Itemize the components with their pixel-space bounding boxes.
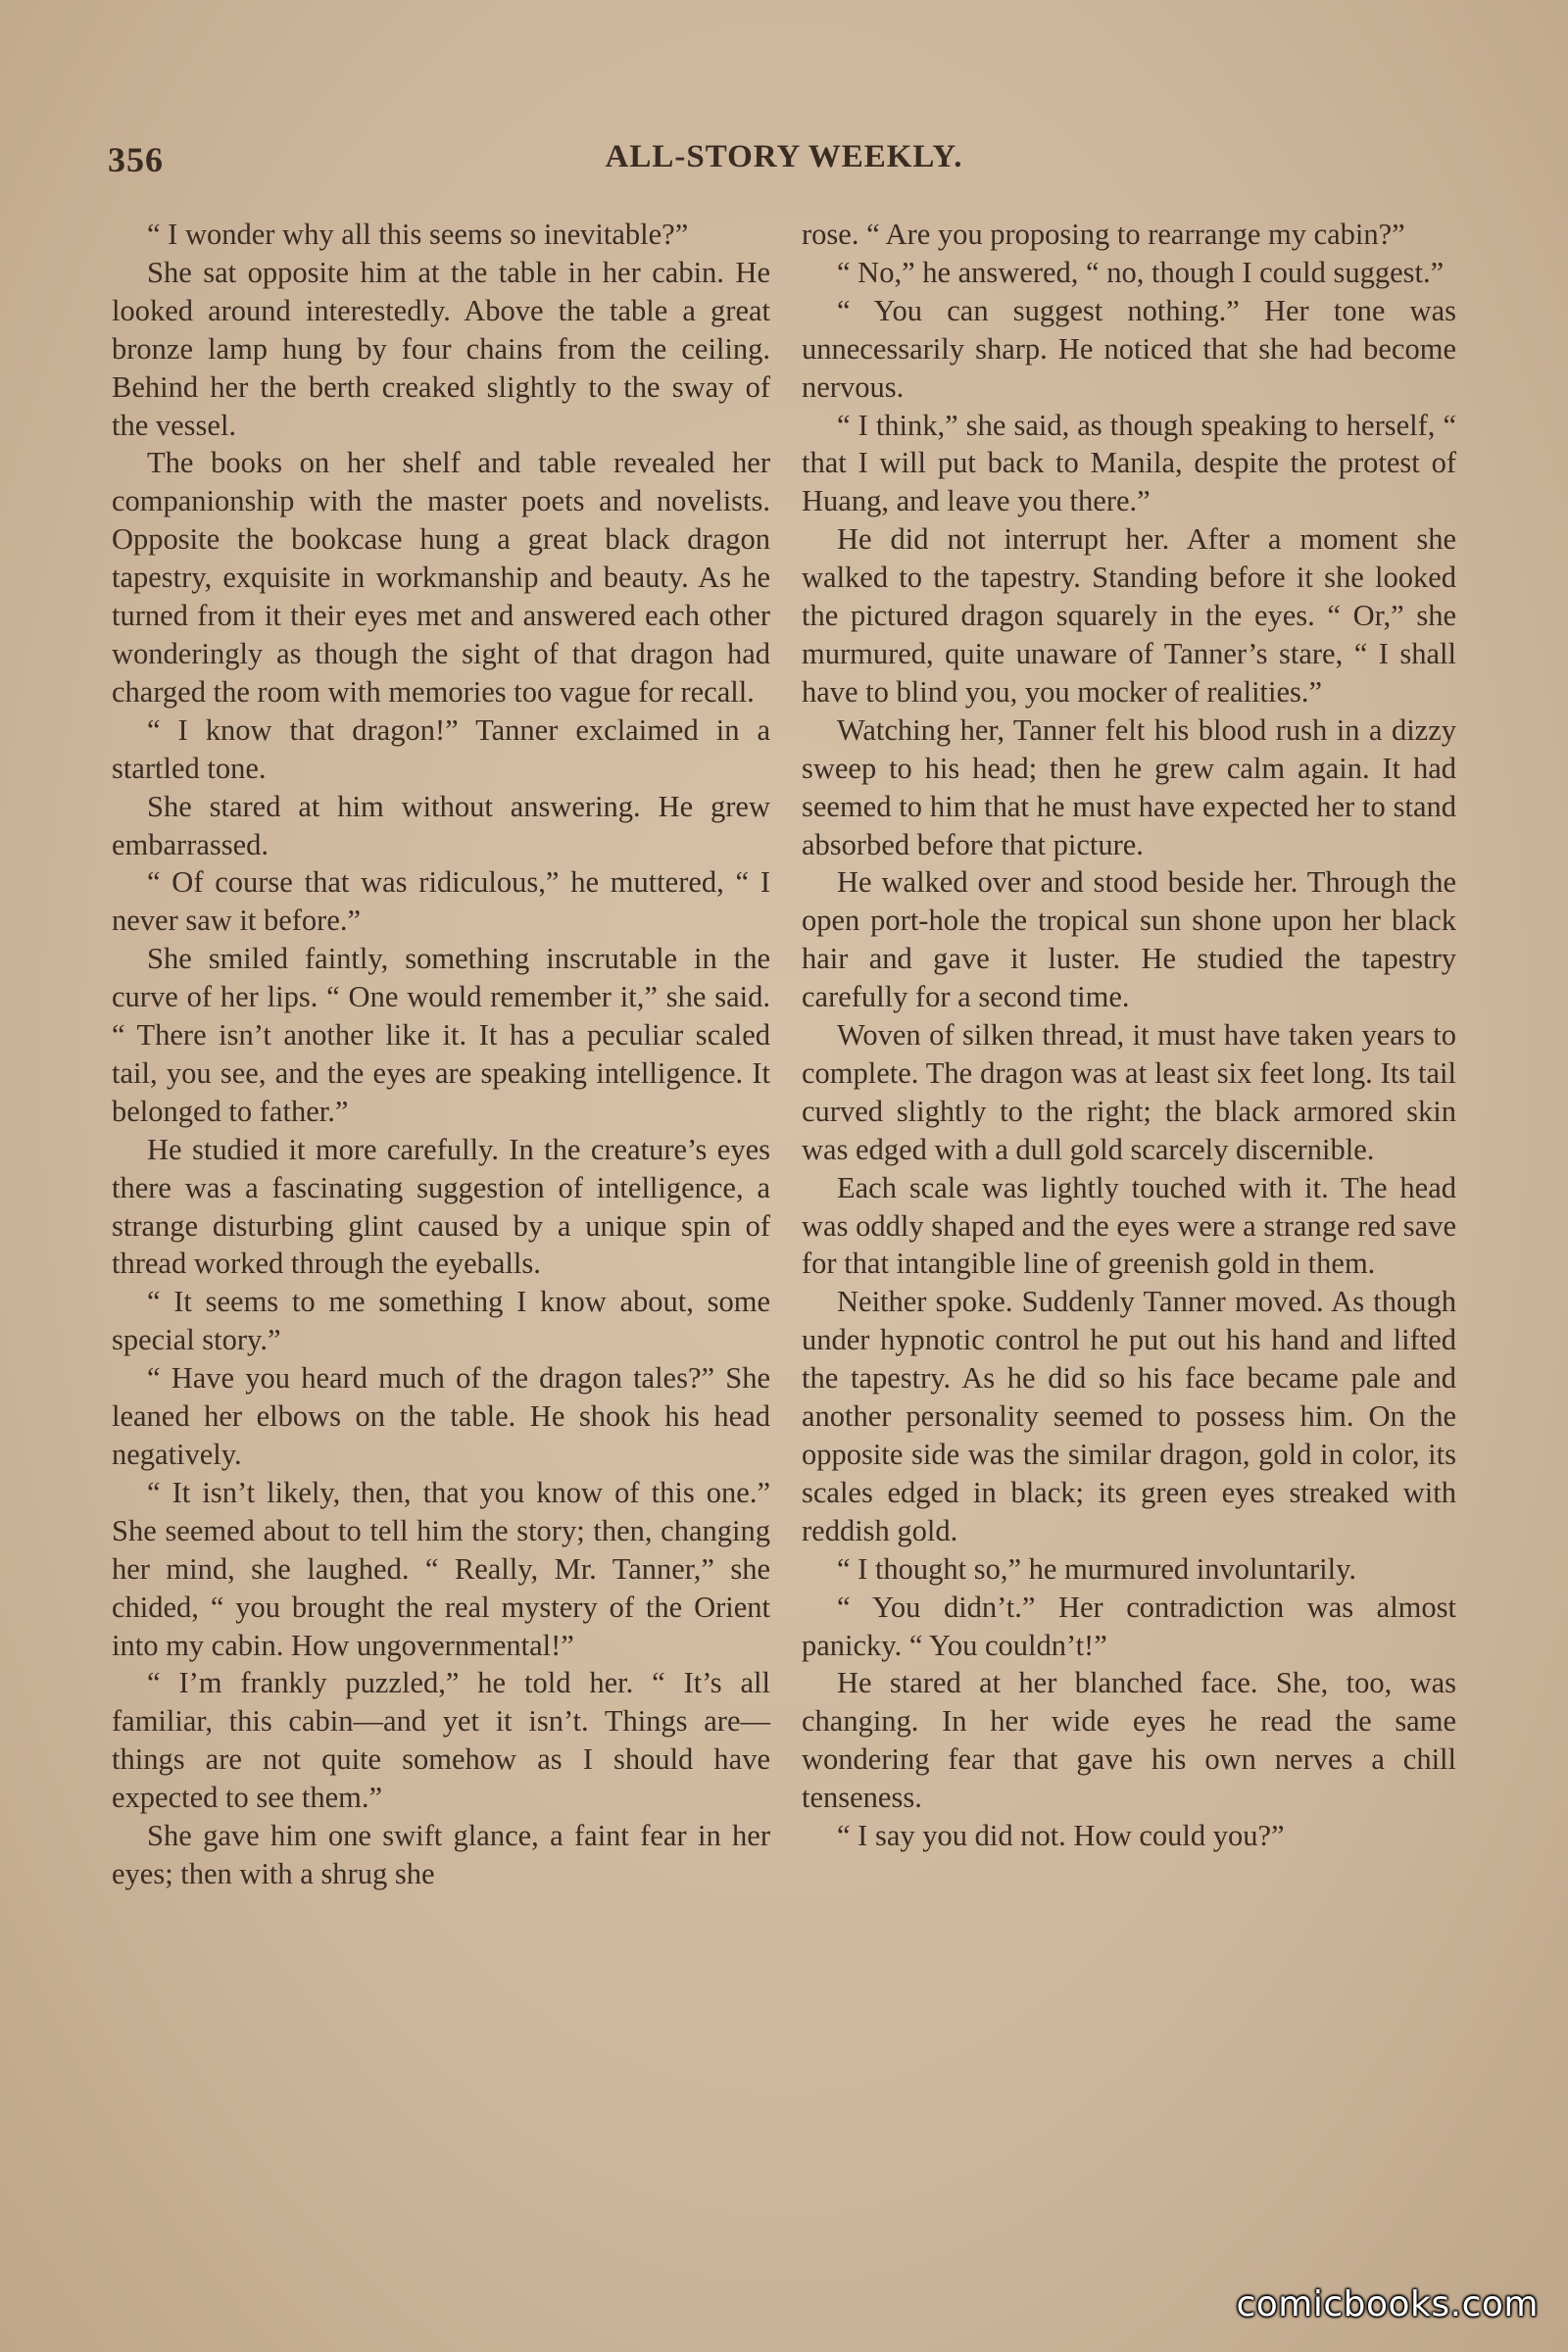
paragraph: Each scale was lightly touched with it. The head was oddly shaped and the eyes were a strange red save for that intangible line of greenish gold in them. <box>802 1170 1456 1281</box>
page-number: 356 <box>108 140 164 179</box>
paragraph: “ I know that dragon!” Tanner exclaimed in a startled tone. <box>112 712 770 785</box>
paragraph: She gave him one swift glance, a faint fear in her eyes; then with a shrug she <box>112 1819 770 1890</box>
paragraph: “ I’m frankly puzzled,” he told her. “ It’s all familiar, this cabin—and yet it isn’t. Things are—things are not quite somehow as I should have expected to see them.” <box>112 1666 770 1815</box>
paragraph: He stared at her blanched face. She, too, was changing. In her wide eyes he read the same wondering fear that gave his own nerves a chill tenseness. <box>802 1666 1456 1815</box>
paragraph: “ It seems to me something I know about, some special story.” <box>112 1285 770 1357</box>
page-header <box>108 139 1460 188</box>
running-title: ALL-STORY WEEKLY. <box>605 139 963 174</box>
paragraph: She sat opposite him at the table in her cabin. He looked around interestedly. Above the table a great bronze lamp hung by four chains from the ceiling. Behind her the berth creaked slightly to the sway of the vessel. <box>112 255 770 442</box>
paragraph: “ No,” he answered, “ no, though I could suggest.” <box>837 255 1445 289</box>
paragraph: He did not interrupt her. After a moment she walked to the tapestry. Standing before it she looked the pictured dragon squarely in the eyes. “ Or,” she murmured, quite unaware of Tanner’s stare, “ I shall have to blind you, you mocker of realities.” <box>802 522 1456 709</box>
paragraph-continuation: rose. “ Are you proposing to rearrange my cabin?” <box>802 218 1405 251</box>
paragraph: The books on her shelf and table revealed her companionship with the master poets and novelists. Opposite the bookcase hung a great black dragon tapestry, exquisite in workmanship and beauty. As he turned from it their eyes met and answered each other wonderingly as though the sight of that dragon had charged the room with memories too vague for recall. <box>112 446 770 709</box>
paragraph: “ Of course that was ridiculous,” he muttered, “ I never saw it before.” <box>112 865 770 938</box>
paragraph: “ You can suggest nothing.” Her tone was unnecessarily sharp. He noticed that she had become nervous. <box>802 293 1456 404</box>
paragraph: Woven of silken thread, it must have taken years to complete. The dragon was at least six feet long. Its tail curved slightly to the right; the black armored skin was edged with a dull gold scarcely discernible. <box>802 1018 1456 1166</box>
paragraph: He studied it more carefully. In the creature’s eyes there was a fascinating suggestion of intelligence, a strange disturbing glint caused by a unique spin of thread worked through the eyeballs. <box>112 1132 770 1281</box>
paragraph: She smiled faintly, something inscrutable in the curve of her lips. “ One would remember it,” she said. “ There isn’t another like it. It has a peculiar scaled tail, you see, and the eyes are speaking intelligence. It belonged to father.” <box>112 942 770 1128</box>
paragraph: “ I say you did not. How could you?” <box>837 1819 1285 1853</box>
paragraph: She stared at him without answering. He grew embarrassed. <box>112 789 770 861</box>
right-column <box>802 216 1456 1855</box>
paragraph: “ It isn’t likely, then, that you know of this one.” She seemed about to tell him the story; then, changing her mind, she laughed. “ Really, Mr. Tanner,” she chided, “ you brought the real mystery of the Orient into my cabin. How ungovernmental!” <box>112 1475 770 1662</box>
paragraph: “ You didn’t.” Her contradiction was almost panicky. “ You couldn’t!” <box>802 1590 1456 1662</box>
paragraph: He walked over and stood beside her. Through the open port-hole the tropical sun shone upon her black hair and gave it luster. He studied the tapestry carefully for a second time. <box>802 865 1456 1014</box>
paragraph: “ I think,” she said, as though speaking to herself, “ that I will put back to Manila, despite the protest of Huang, and leave you there.” <box>802 408 1456 518</box>
paragraph: “ I wonder why all this seems so inevitable?” <box>147 218 689 251</box>
paragraph: “ Have you heard much of the dragon tales?” She leaned her elbows on the table. He shook his head negatively. <box>112 1361 770 1471</box>
paragraph: Neither spoke. Suddenly Tanner moved. As though under hypnotic control he put out his hand and lifted the tapestry. As he did so his face became pale and another personality seemed to possess him. On the opposite side was the similar dragon, gold in color, its scales edged in black; its green eyes streaked with reddish gold. <box>802 1285 1456 1547</box>
left-column <box>112 216 770 1893</box>
paragraph: Watching her, Tanner felt his blood rush in a dizzy sweep to his head; then he grew calm again. It had seemed to him that he must have expected her to stand absorbed before that picture. <box>802 712 1456 861</box>
site-watermark: comicbooks.com <box>1236 2284 1539 2325</box>
paragraph: “ I thought so,” he murmured involuntarily. <box>837 1551 1356 1586</box>
